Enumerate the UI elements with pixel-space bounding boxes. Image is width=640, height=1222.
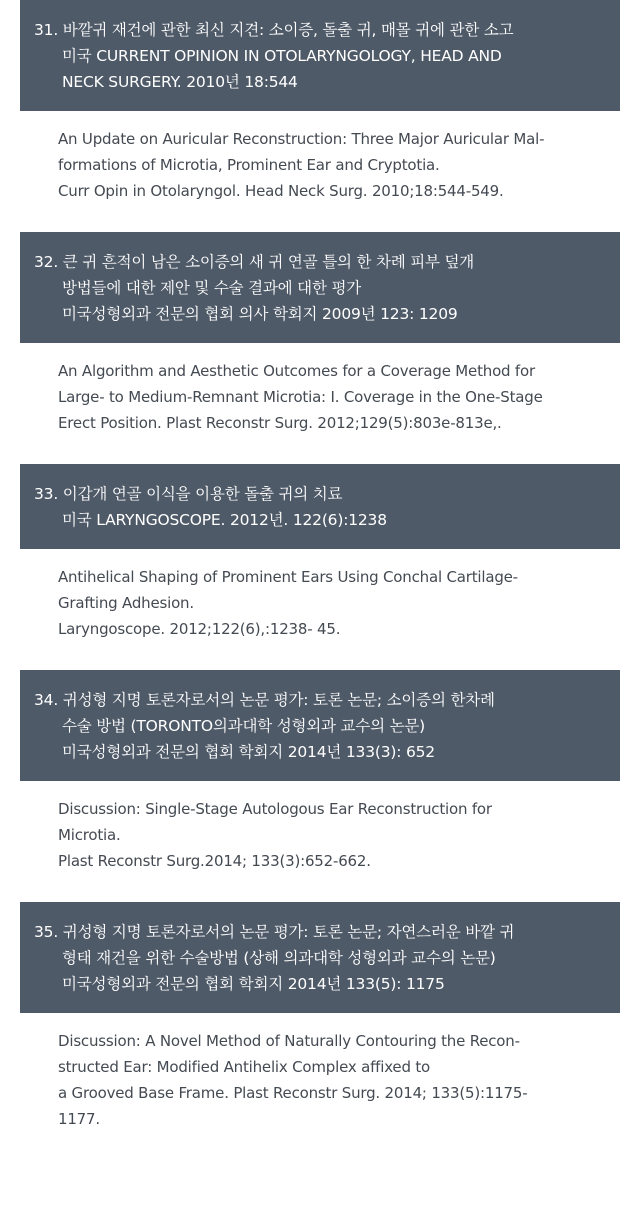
description-line: 1177.	[58, 1110, 100, 1128]
description-line: structed Ear: Modified Antihelix Complex affixed to	[58, 1058, 430, 1076]
title-line: 33. 이갑개 연골 이식을 이용한 돌출 귀의 치료	[34, 481, 608, 507]
title-line: 수술 방법 (TORONTO의과대학 성형외과 교수의 논문)	[62, 717, 425, 735]
description-line: Microtia.	[58, 826, 121, 844]
title-line: 방법들에 대한 제안 및 수술 결과에 대한 평가	[62, 279, 362, 297]
description-line: Laryngoscope. 2012;122(6),:1238- 45.	[58, 620, 341, 638]
description-line: An Algorithm and Aesthetic Outcomes for a Coverage Method for	[58, 362, 535, 380]
title-line: 32. 큰 귀 흔적이 남은 소이증의 새 귀 연골 틀의 한 차례 피부 덮개	[34, 249, 608, 275]
publication-description	[58, 343, 640, 464]
publication-description	[58, 111, 640, 232]
title-line: 미국 LARYNGOSCOPE. 2012년. 122(6):1238	[62, 511, 387, 529]
publication-header	[20, 670, 620, 781]
entry-number: 32.	[34, 253, 59, 271]
description-line: Discussion: A Novel Method of Naturally Contouring the Recon-	[58, 1032, 520, 1050]
publication-header	[20, 232, 620, 343]
title-line: 미국 CURRENT OPINION IN OTOLARYNGOLOGY, HEAD AND	[62, 47, 502, 65]
publication-entry-31	[0, 0, 640, 232]
title-line: 31. 바깥귀 재건에 관한 최신 지견: 소이증, 돌출 귀, 매몰 귀에 관한 소고	[34, 17, 608, 43]
description-line: formations of Microtia, Prominent Ear and Cryptotia.	[58, 156, 440, 174]
description-line: Discussion: Single-Stage Autologous Ear Reconstruction for	[58, 800, 492, 818]
entry-number: 33.	[34, 485, 59, 503]
entry-number: 34.	[34, 691, 59, 709]
entry-number: 35.	[34, 923, 59, 941]
title-line: 35. 귀성형 지명 토론자로서의 논문 평가: 토론 논문; 자연스러운 바깥 귀	[34, 919, 608, 945]
publication-description	[58, 781, 640, 902]
publication-header	[20, 902, 620, 1013]
publication-entry-35	[0, 902, 640, 1160]
publication-description	[58, 1013, 640, 1160]
publication-entry-32	[0, 232, 640, 464]
publication-entry-34	[0, 670, 640, 902]
description-line: Grafting Adhesion.	[58, 594, 194, 612]
title-line: NECK SURGERY. 2010년 18:544	[62, 73, 298, 91]
description-line: Curr Opin in Otolaryngol. Head Neck Surg. 2010;18:544-549.	[58, 182, 504, 200]
description-line: a Grooved Base Frame. Plast Reconstr Surg. 2014; 133(5):1175-	[58, 1084, 528, 1102]
description-line: An Update on Auricular Reconstruction: Three Major Auricular Mal-	[58, 130, 545, 148]
description-line: Erect Position. Plast Reconstr Surg. 2012;129(5):803e-813e,.	[58, 414, 502, 432]
description-line: Large- to Medium-Remnant Microtia: I. Coverage in the One-Stage	[58, 388, 543, 406]
publication-header	[20, 464, 620, 549]
description-line: Antihelical Shaping of Prominent Ears Using Conchal Cartilage-	[58, 568, 518, 586]
title-line: 미국성형외과 전문의 협회 학회지 2014년 133(5): 1175	[62, 975, 445, 993]
title-line: 34. 귀성형 지명 토론자로서의 논문 평가: 토론 논문; 소이증의 한차례	[34, 687, 608, 713]
publication-header	[20, 0, 620, 111]
publication-description	[58, 549, 640, 670]
description-line: Plast Reconstr Surg.2014; 133(3):652-662.	[58, 852, 371, 870]
publication-entry-33	[0, 464, 640, 670]
title-line: 형태 재건을 위한 수술방법 (상해 의과대학 성형외과 교수의 논문)	[62, 949, 496, 967]
entry-number: 31.	[34, 21, 59, 39]
title-line: 미국성형외과 전문의 협회 학회지 2014년 133(3): 652	[62, 743, 435, 761]
title-line: 미국성형외과 전문의 협회 의사 학회지 2009년 123: 1209	[62, 305, 458, 323]
